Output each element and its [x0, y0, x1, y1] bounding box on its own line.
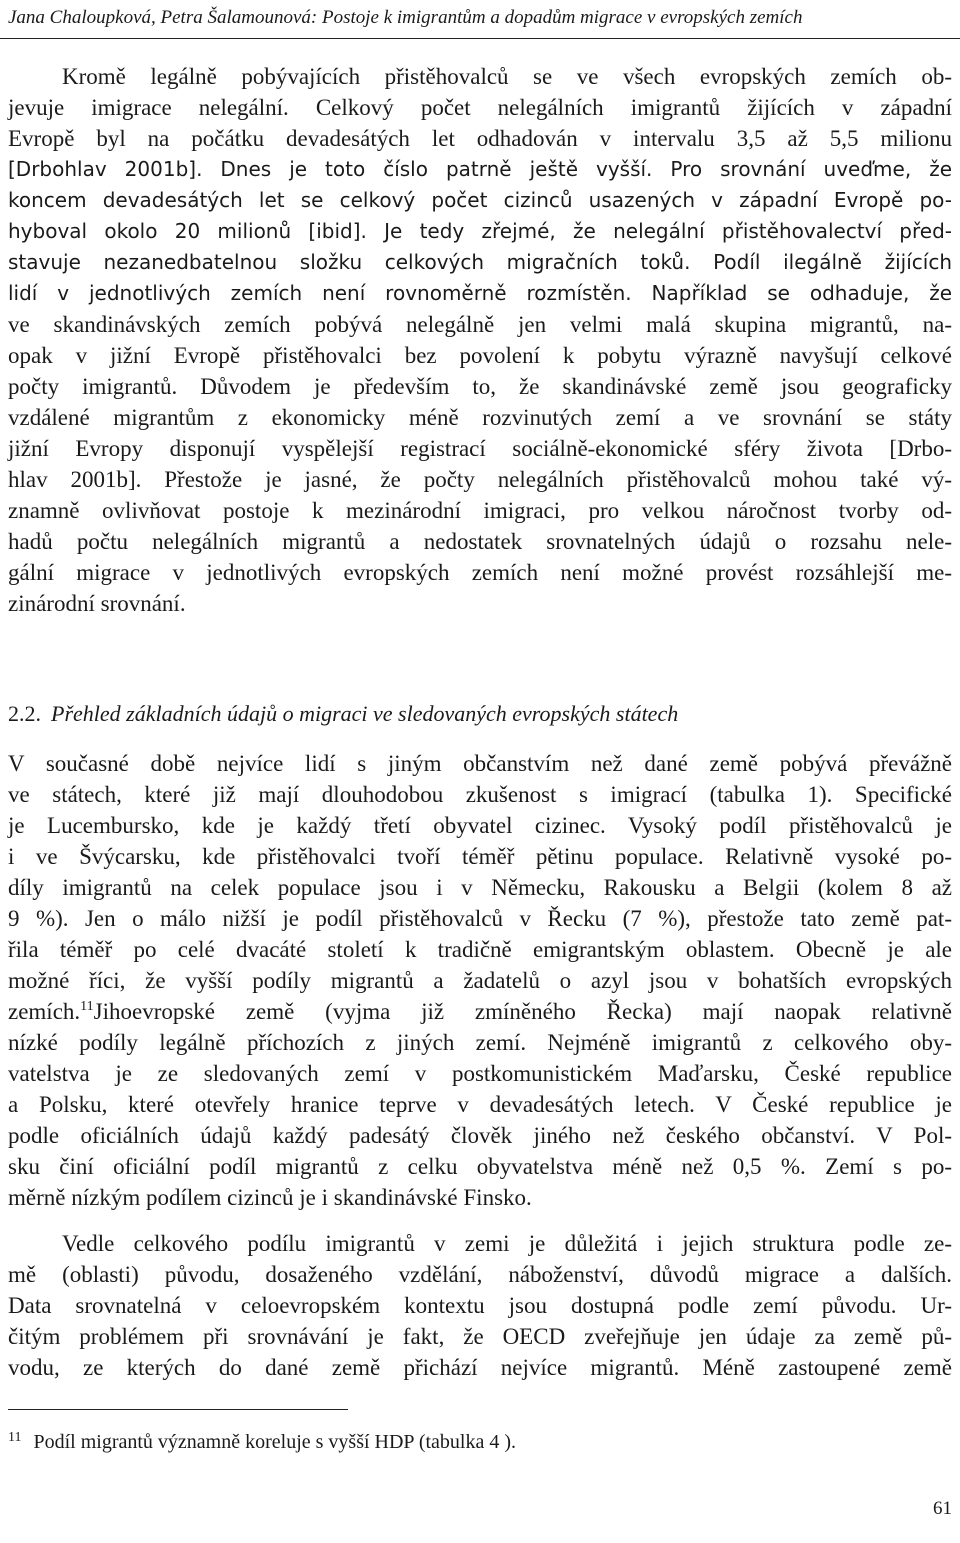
section-heading — [8, 699, 952, 729]
text-line: nízké podíly legálně příchozích z jiných zemí. Nejméně imigrantů z celkového oby- — [8, 1030, 952, 1055]
text-line: stavuje nezanedbatelnou složku celkových migračních toků. Podíl ilegálně žijících — [8, 250, 952, 274]
text-line: ve skandinávských zemích pobývá nelegálně jen velmi malá skupina migrantů, na- — [8, 312, 952, 337]
text-line: vatelstva je ze sledovaných zemí v postkomunistickém Maďarsku, České republice — [8, 1061, 952, 1086]
footnote-reference[interactable]: 11 — [80, 999, 94, 1014]
text-line: koncem devadesátých let se celkový počet cizinců usazených v západní Evropě po- — [8, 188, 952, 212]
footnote — [8, 1424, 952, 1456]
text-line: jevuje imigrace nelegální. Celkový počet nelegálních imigrantů žijících v západní — [8, 95, 952, 120]
text-line: hlav 2001b]. Přestože je jasné, že počty nelegálních přistěhovalců mohou také vý- — [8, 467, 952, 492]
text-line: hadů počtu nelegálních migrantů a nedostatek srovnatelných údajů o rozsahu nele- — [8, 529, 952, 554]
text-line: opak v jižní Evropě přistěhovalci bez povolení k pobytu výrazně navyšují celkové — [8, 343, 952, 368]
text-line: [Drbohlav 2001b]. Dnes je toto číslo patrně ještě vyšší. Pro srovnání uveďme, že — [8, 157, 952, 181]
text-line: gální migrace v jednotlivých evropských zemích není možné provést rozsáhlejší me- — [8, 560, 952, 585]
text-line: lidí v jednotlivých zemích není rovnoměrně rozmístěn. Například se odhaduje, že — [8, 281, 952, 305]
text-line: podle oficiálních údajů každý padesátý člověk jiného než českého občanství. V Pol- — [8, 1123, 952, 1148]
text-line: vodu, ze kterých do dané země přichází nejvíce migrantů. Méně zastoupené země — [8, 1355, 952, 1380]
text-line: možné říci, že vyšší podíly migrantů a žadatelů o azyl jsou v bohatších evropských — [8, 968, 952, 993]
text-line: znamně ovlivňovat postoje k mezinárodní imigraci, pro velkou náročnost tvorby od- — [8, 498, 952, 523]
text-line: měrně nízkým podílem cizinců je i skandinávské Finsko. — [8, 1185, 532, 1210]
footnote-number: 11 — [8, 1430, 22, 1445]
paragraph-immigrant-structure — [8, 1228, 952, 1383]
text-line: i ve Švýcarsku, kde přistěhovalci tvoří téměř pětinu populace. Relativně vysoké po- — [8, 844, 952, 869]
text-line: řila téměř po celé dvacáté století k tradičně emigrantským oblastem. Obecně je ale — [8, 937, 952, 962]
section-number: 2.2. — [8, 701, 41, 726]
text-line: Data srovnatelná v celoevropském kontextu jsou dostupná podle zemí původu. Ur- — [8, 1293, 952, 1318]
text-line: Evropě byl na počátku devadesátých let odhadován v intervalu 3,5 až 5,5 milionu — [8, 126, 952, 151]
text-line: vzdálené migrantům z ekonomicky méně rozvinutých zemí a ve srovnání se státy — [8, 405, 952, 430]
text-line: počty imigrantů. Důvodem je především to, že skandinávské země jsou geograficky — [8, 374, 952, 399]
text-fragment: zemích. — [8, 999, 81, 1024]
text-line: Vedle celkového podílu imigrantů v zemi je důležitá i jejich struktura podle ze- — [62, 1231, 952, 1256]
text-line: čitým problémem při srovnávání je fakt, že OECD zveřejňuje jen údaje za země pů- — [8, 1324, 952, 1349]
running-header: Jana Chaloupková, Petra Šalamounová: Postoje k imigrantům a dopadům migrace v evropských zemích — [8, 7, 803, 28]
text-line: mě (oblasti) původu, dosaženého vzdělání, náboženství, důvodů migrace a dalších. — [8, 1262, 952, 1287]
paragraph-migration-overview — [8, 748, 952, 1213]
text-fragment: Jihoevropské země (vyjma již zmíněného Řecka) mají naopak relativně — [93, 999, 952, 1024]
text-line: sku činí oficiální podíl migrantů z celku obyvatelstva méně než 0,5 %. Zemí s po- — [8, 1154, 952, 1179]
text-line: Kromě legálně pobývajících přistěhovalců se ve všech evropských zemích ob- — [62, 64, 952, 89]
text-line: a Polsku, které otevřely hranice teprve v devadesátých letech. V České republice je — [8, 1092, 952, 1117]
text-line: 9 %). Jen o málo nižší je podíl přistěhovalců v Řecku (7 %), přestože tato země pat- — [8, 906, 952, 931]
text-line: je Lucembursko, kde je každý třetí obyvatel cizinec. Vysoký podíl přistěhovalců je — [8, 813, 952, 838]
header-rule — [0, 38, 960, 39]
text-line: hyboval okolo 20 milionů [ibid]. Je tedy zřejmé, že nelegální přistěhovalectví před- — [8, 219, 952, 243]
text-line: V současné době nejvíce lidí s jiným občanstvím než dané země pobývá převážně — [8, 751, 952, 776]
footnote-text: Podíl migrantů významně koreluje s vyšší HDP (tabulka 4 ). — [33, 1431, 517, 1453]
paragraph-illegal-migration — [8, 61, 952, 619]
text-line: zinárodní srovnání. — [8, 591, 186, 616]
text-line: díly imigrantů na celek populace jsou i v Německu, Rakousku a Belgii (kolem 8 až — [8, 875, 952, 900]
section-title: Přehled základních údajů o migraci ve sledovaných evropských státech — [51, 701, 679, 726]
footnote-rule — [8, 1409, 348, 1410]
page-number: 61 — [933, 1498, 952, 1519]
text-line: jižní Evropy disponují vyspělejší registrací sociálně-ekonomické sféry života [Drbo- — [8, 436, 952, 461]
text-line-with-footnote — [8, 996, 952, 1027]
text-line: ve státech, které již mají dlouhodobou zkušenost s imigrací (tabulka 1). Specifické — [8, 782, 952, 807]
